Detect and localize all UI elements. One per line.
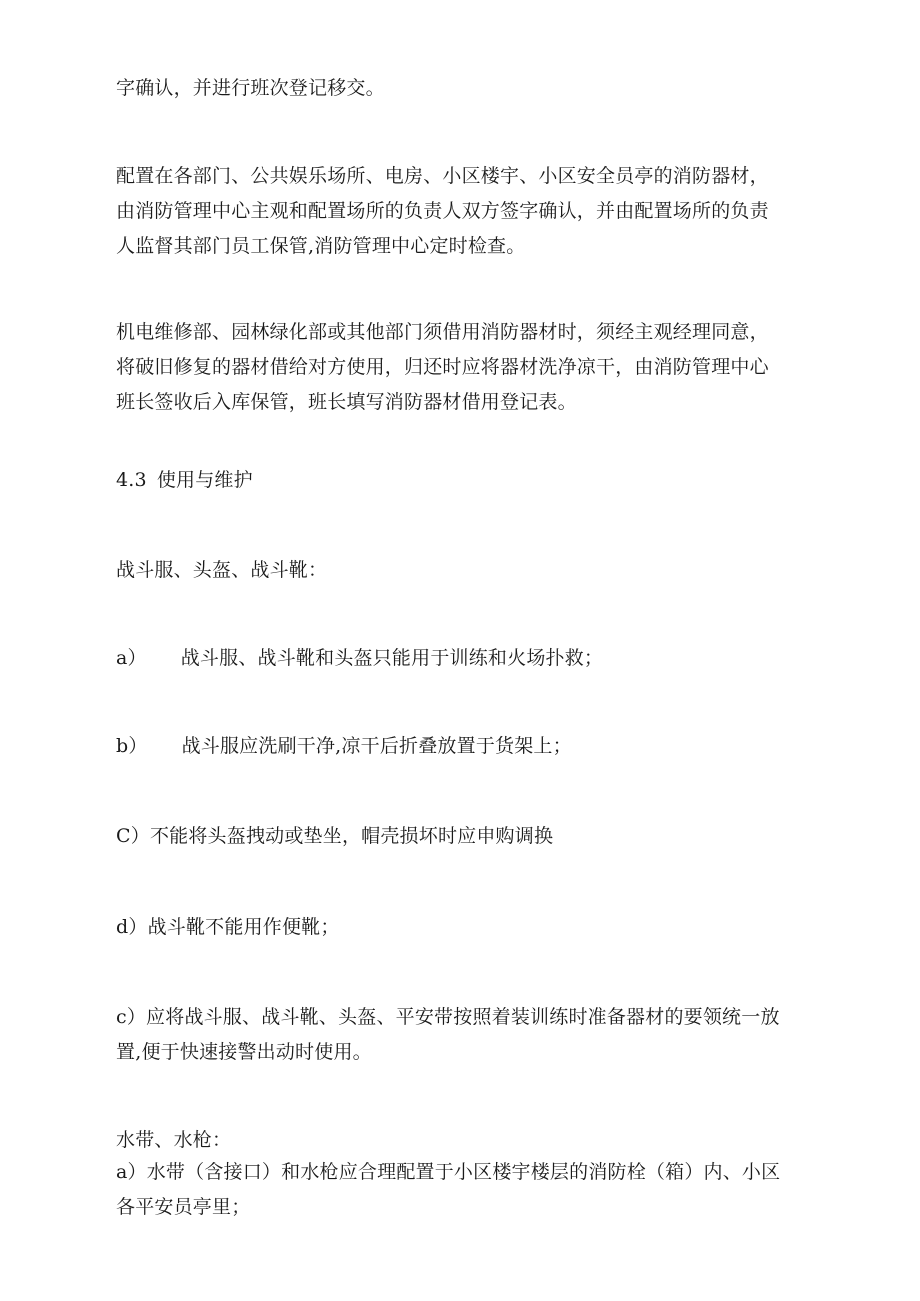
list-item-text: 水带（含接口）和水枪应合理配置于小区楼宇楼层的消防栓（箱）内、小区: [146, 1161, 781, 1183]
list-item-text: 战斗靴不能用作便靴；: [147, 916, 340, 938]
paragraph-line: 将破旧修复的器材借给对方使用，归还时应将器材洗净凉干，由消防管理中心: [116, 356, 769, 378]
list-item: [116, 824, 553, 848]
section-title: 使用与维护: [156, 469, 253, 491]
paragraph-line: 字确认，并进行班次登记移交。: [116, 77, 385, 99]
list-item-text: 战斗服应洗刷干净,凉干后折叠放置于货架上；: [181, 735, 572, 757]
list-item-label: b）: [116, 735, 148, 757]
paragraph-line: 人监督其部门员工保管,消防管理中心定时检查。: [116, 235, 526, 257]
list-item-label: C）: [116, 825, 150, 847]
list-item: [116, 1005, 780, 1029]
list-item-continuation: 置,便于快速接警出动时使用。: [116, 1041, 372, 1063]
list-item-text: 不能将头盔拽动或垫坐，帽壳损坏时应申购调换: [149, 825, 554, 847]
paragraph-line: 配置在各部门、公共娱乐场所、电房、小区楼宇、小区安全员亭的消防器材，: [116, 165, 769, 187]
section-heading: [116, 468, 253, 492]
section-number: 4.3: [116, 469, 147, 491]
list-item: [116, 646, 603, 670]
list-item-label: a）: [116, 647, 147, 669]
hose-heading: 水带、水枪：: [116, 1129, 232, 1151]
list-item: [116, 1160, 780, 1184]
paragraph-line: 班长签收后入库保管，班长填写消防器材借用登记表。: [116, 391, 577, 413]
list-item-text: 战斗服、战斗靴和头盔只能用于训练和火场扑救；: [180, 647, 604, 669]
gear-heading: 战斗服、头盔、战斗靴：: [116, 559, 328, 581]
list-item: [116, 734, 572, 758]
list-item-label: c）: [116, 1006, 147, 1028]
list-item-label: d）: [116, 916, 148, 938]
paragraph-line: 机电维修部、园林绿化部或其他部门须借用消防器材时，须经主观经理同意，: [116, 321, 769, 343]
list-item: [116, 915, 340, 939]
list-item-text: 应将战斗服、战斗靴、头盔、平安带按照着装训练时准备器材的要领统一放: [146, 1006, 780, 1028]
list-item-label: a）: [116, 1161, 147, 1183]
list-item-continuation: 各平安员亭里；: [116, 1196, 251, 1218]
paragraph-line: 由消防管理中心主观和配置场所的负责人双方签字确认，并由配置场所的负责: [116, 200, 769, 222]
